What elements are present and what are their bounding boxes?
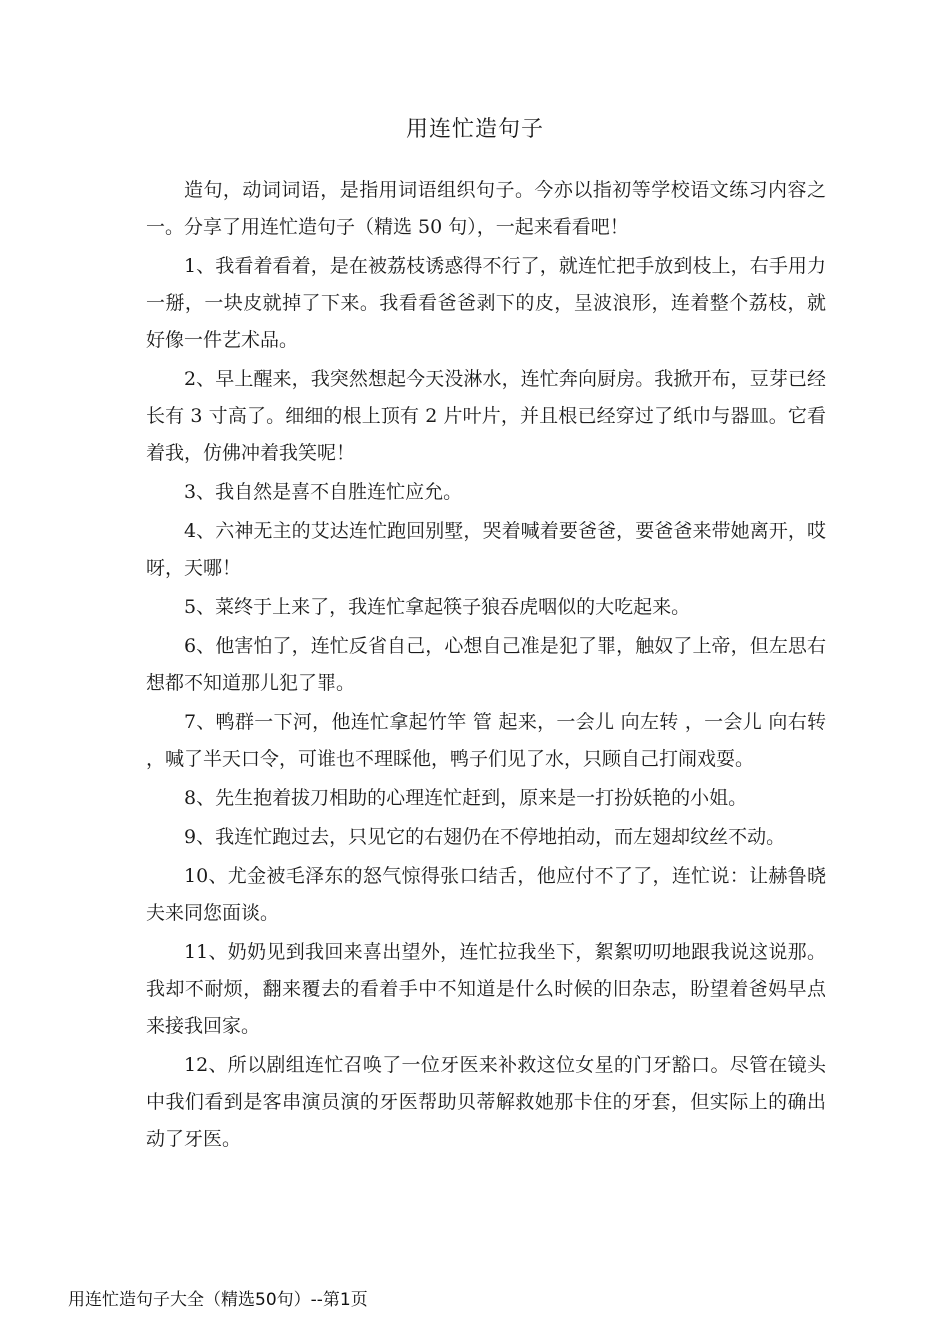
- intro-paragraph: 造句，动词词语，是指用词语组织句子。今亦以指初等学校语文练习内容之一。分享了用连忙造句子（精选 50 句），一起来看看吧！: [146, 179, 826, 238]
- sentence-paragraph: 12、所以剧组连忙召唤了一位牙医来补救这位女星的门牙豁口。尽管在镜头中我们看到是客串演员演的牙医帮助贝蒂解救她那卡住的牙套，但实际上的确出动了牙医。: [146, 1054, 826, 1150]
- document-body: [146, 172, 826, 1160]
- sentence-paragraph: 10、尤金被毛泽东的怒气惊得张口结舌，他应付不了了，连忙说：让赫鲁晓夫来同您面谈。: [146, 865, 826, 924]
- sentence-paragraph: 6、他害怕了，连忙反省自己，心想自己准是犯了罪，触奴了上帝，但左思右想都不知道那儿犯了罪。: [146, 635, 826, 694]
- sentence-paragraph: 2、早上醒来，我突然想起今天没淋水，连忙奔向厨房。我掀开布，豆芽已经长有 3 寸高了。细细的根上顶有 2 片叶片，并且根已经穿过了纸巾与器皿。它看着我，仿佛冲着我笑呢！: [146, 368, 826, 464]
- page-footer: 用连忙造句子大全（精选50句）--第1页: [68, 1290, 368, 1310]
- sentence-paragraph: 11、奶奶见到我回来喜出望外，连忙拉我坐下，絮絮叨叨地跟我说这说那。我却不耐烦，翻来覆去的看着手中不知道是什么时候的旧杂志，盼望着爸妈早点来接我回家。: [146, 941, 826, 1037]
- page-title: 用连忙造句子: [405, 117, 544, 142]
- sentence-paragraph: 7、鸭群一下河，他连忙拿起竹竿 管 起来，一会儿 向左转 ，一会儿 向右转 ，喊了半天口令，可谁也不理睬他，鸭子们见了水，只顾自己打闹戏耍。: [146, 711, 826, 770]
- sentence-paragraph: 4、六神无主的艾达连忙跑回别墅，哭着喊着要爸爸，要爸爸来带她离开，哎呀，天哪！: [146, 520, 826, 579]
- sentence-paragraph: 9、我连忙跑过去，只见它的右翅仍在不停地拍动，而左翅却纹丝不动。: [184, 826, 786, 848]
- sentence-paragraph: 1、我看着看着，是在被荔枝诱惑得不行了，就连忙把手放到枝上，右手用力一掰，一块皮就掉了下来。我看看爸爸剥下的皮，呈波浪形，连着整个荔枝，就好像一件艺术品。: [146, 255, 826, 351]
- sentence-paragraph: 5、菜终于上来了，我连忙拿起筷子狼吞虎咽似的大吃起来。: [184, 596, 691, 618]
- sentence-paragraph: 8、先生抱着拔刀相助的心理连忙赶到，原来是一打扮妖艳的小姐。: [184, 787, 748, 809]
- sentence-paragraph: 3、我自然是喜不自胜连忙应允。: [184, 481, 463, 503]
